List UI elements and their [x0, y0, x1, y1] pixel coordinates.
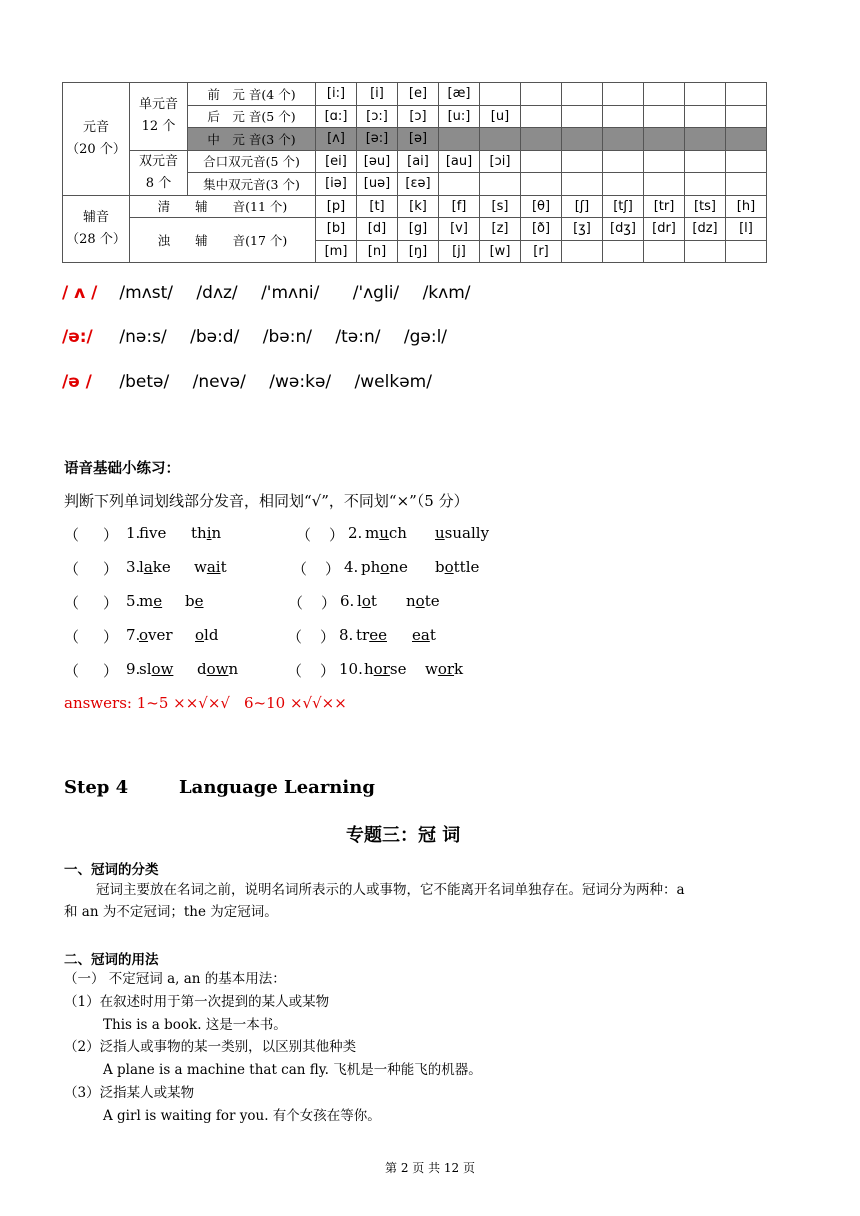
row-label: 前 元 音(4 个)	[188, 83, 316, 106]
phonetic-word: /nə:s/	[119, 327, 167, 347]
symbol-cell: [e]	[398, 83, 439, 106]
question-word: slow	[139, 660, 174, 678]
question-word: usually	[435, 524, 490, 542]
underlined-part: ee	[369, 626, 387, 644]
answer-bracket-close: ）	[329, 526, 345, 544]
symbol-cell: [ei]	[316, 150, 357, 173]
question-word: lake	[139, 558, 171, 576]
phonetic-word: /bə:d/	[190, 327, 240, 347]
underlined-part: or	[373, 660, 390, 678]
symbol-cell: [u:]	[439, 105, 480, 128]
symbol-cell: [tʃ]	[603, 195, 644, 218]
symbol-cell: [i]	[357, 83, 398, 106]
question-word: tree	[356, 626, 387, 644]
symbol-cell: [ts]	[685, 195, 726, 218]
section2-heading: 二、冠词的用法	[64, 952, 159, 968]
question-word: horse	[364, 660, 407, 678]
phonetic-word: /nevə/	[192, 372, 246, 392]
underlined-part: ea	[412, 626, 430, 644]
symbol-cell: [ð]	[521, 218, 562, 241]
symbol-cell: [θ]	[521, 195, 562, 218]
underlined-part: ow	[206, 660, 229, 678]
underlined-part: o	[195, 626, 205, 644]
answer-bracket-open: （	[287, 628, 303, 646]
step-label: Step 4	[64, 777, 129, 798]
answer-bracket-close: ）	[321, 594, 337, 612]
row-label: 集中双元音(3 个)	[188, 173, 316, 196]
answer-bracket-open: （	[64, 628, 80, 646]
symbol-cell: [r]	[521, 240, 562, 263]
usage-example-2: A plane is a machine that can fly. 飞机是一种能飞的机器。	[103, 1062, 482, 1078]
symbol-cell: [i:]	[316, 83, 357, 106]
underlined-part: a	[143, 558, 153, 576]
question-word: bottle	[435, 558, 480, 576]
underlined-part: o	[444, 558, 454, 576]
underlined-part: u	[435, 524, 445, 542]
question-number: 5.	[126, 592, 141, 610]
symbol-cell: [ə]	[398, 128, 439, 151]
symbol-cell: [ŋ]	[398, 240, 439, 263]
answer-bracket-open: （	[296, 526, 312, 544]
answer-bracket-close: ）	[103, 662, 119, 680]
question-number: 10.	[339, 660, 363, 678]
phonetic-word: /'mʌni/	[261, 283, 320, 303]
diphthong-category: 双元音 8 个	[130, 150, 188, 195]
symbol-cell: [au]	[439, 150, 480, 173]
phonics-line-1	[62, 283, 488, 303]
answers-6-10: 6~10 ×√√××	[244, 694, 347, 712]
symbol-cell: [ʌ]	[316, 128, 357, 151]
answer-bracket-open: （	[64, 662, 80, 680]
underlined-part: o	[415, 592, 425, 610]
symbol-cell: [æ]	[439, 83, 480, 106]
section1-paragraph-line2: 和 an 为不定冠词；the 为定冠词。	[64, 904, 278, 920]
question-word: me	[139, 592, 163, 610]
symbol-cell: [dr]	[644, 218, 685, 241]
answer-bracket-open: （	[64, 594, 80, 612]
symbol-cell: [d]	[357, 218, 398, 241]
usage-rule-3: （3）泛指某人或某物	[64, 1085, 195, 1101]
answer-bracket-close: ）	[320, 628, 336, 646]
underlined-part: o	[139, 626, 149, 644]
answer-bracket-close: ）	[103, 526, 119, 544]
phonetic-word: /tə:n/	[335, 327, 381, 347]
symbol-cell: [l]	[726, 218, 767, 241]
symbol-cell: [əu]	[357, 150, 398, 173]
symbol-cell: [w]	[480, 240, 521, 263]
underlined-part: or	[437, 660, 455, 678]
symbol-cell: [m]	[316, 240, 357, 263]
question-word: over	[139, 626, 173, 644]
underlined-part: ai	[206, 558, 221, 576]
underlined-part: ow	[151, 660, 174, 678]
practice-title: 语音基础小练习：	[64, 461, 180, 477]
answer-bracket-open: （	[292, 560, 308, 578]
symbol-cell: [h]	[726, 195, 767, 218]
question-word: wait	[194, 558, 227, 576]
practice-instruction: 判断下列单词划线部分发音，相同划“√”，不同划“×”（5 分）	[64, 492, 469, 510]
question-word: note	[406, 592, 440, 610]
symbol-cell: [ʒ]	[562, 218, 603, 241]
symbol-cell: [εə]	[398, 173, 439, 196]
row-label: 合口双元音(5 个)	[188, 150, 316, 173]
underlined-part: o	[361, 592, 371, 610]
vowel-category: 元音 （20 个）	[63, 83, 130, 196]
page-footer: 第 2 页 共 12 页	[385, 1161, 475, 1175]
phonics-line-2	[62, 327, 465, 347]
underlined-part: e	[153, 592, 163, 610]
section1-heading: 一、冠词的分类	[64, 862, 159, 878]
phoneme-head: /ə /	[62, 372, 92, 392]
question-number: 7.	[126, 626, 141, 644]
phoneme-head: /ə:/	[62, 327, 93, 347]
question-number: 1.	[126, 524, 141, 542]
usage-example-3: A girl is waiting for you. 有个女孩在等你。	[103, 1108, 381, 1124]
symbol-cell: [u]	[480, 105, 521, 128]
row-label: 浊 辅 音(17 个)	[130, 218, 316, 263]
answer-bracket-close: ）	[103, 594, 119, 612]
question-number: 3.	[126, 558, 141, 576]
step-title: Language Learning	[179, 777, 375, 798]
underlined-part: u	[379, 524, 389, 542]
row-label: 后 元 音(5 个)	[188, 105, 316, 128]
symbol-cell: [b]	[316, 218, 357, 241]
symbol-cell: [tr]	[644, 195, 685, 218]
answer-bracket-open: （	[288, 594, 304, 612]
underlined-part: e	[194, 592, 204, 610]
answer-bracket-close: ）	[325, 560, 341, 578]
section2-subheading: （一） 不定冠词 a, an 的基本用法：	[64, 971, 286, 987]
question-number: 4.	[344, 558, 359, 576]
symbol-cell: [p]	[316, 195, 357, 218]
question-word: thin	[191, 524, 222, 542]
monophthong-category: 单元音 12 个	[130, 83, 188, 151]
symbol-cell: [iə]	[316, 173, 357, 196]
symbol-cell: [ɔi]	[480, 150, 521, 173]
symbol-cell: [j]	[439, 240, 480, 263]
phonetic-word: /betə/	[119, 372, 170, 392]
symbol-cell: [z]	[480, 218, 521, 241]
phonics-line-3	[62, 372, 450, 392]
question-word: phone	[361, 558, 408, 576]
symbol-cell: [t]	[357, 195, 398, 218]
question-word: be	[185, 592, 204, 610]
underlined-part: o	[380, 558, 390, 576]
phonetic-word: /gə:l/	[403, 327, 448, 347]
symbol-cell: [ə:]	[357, 128, 398, 151]
phonetic-word: /'ʌgli/	[352, 283, 400, 303]
usage-rule-1: （1）在叙述时用于第一次提到的某人或某物	[64, 994, 330, 1010]
answer-bracket-close: ）	[103, 560, 119, 578]
symbol-cell: [n]	[357, 240, 398, 263]
phonetic-word: /wə:kə/	[269, 372, 332, 392]
consonant-category: 辅音 （28 个）	[63, 195, 130, 263]
question-word: much	[365, 524, 407, 542]
question-word: lot	[357, 592, 377, 610]
symbol-cell: [s]	[480, 195, 521, 218]
row-label: 中 元 音(3 个)	[188, 128, 316, 151]
answer-bracket-open: （	[287, 662, 303, 680]
question-word: fve	[139, 524, 167, 542]
symbol-cell: [ɔ:]	[357, 105, 398, 128]
phonetic-word: /bə:n/	[262, 327, 312, 347]
topic-title: 专题三：冠 词	[346, 825, 461, 846]
answer-bracket-open: （	[64, 560, 80, 578]
symbol-cell: [ɑ:]	[316, 105, 357, 128]
answer-bracket-close: ）	[320, 662, 336, 680]
symbol-cell: [f]	[439, 195, 480, 218]
underlined-part: i	[206, 524, 212, 542]
answer-bracket-open: （	[64, 526, 80, 544]
phonetic-word: /dʌz/	[196, 283, 238, 303]
symbol-cell: [v]	[439, 218, 480, 241]
question-word: work	[425, 660, 464, 678]
question-word: eat	[412, 626, 436, 644]
phonetic-word: /mʌst/	[119, 283, 174, 303]
section1-paragraph-line1: 冠词主要放在名词之前，说明名词所表示的人或事物，它不能离开名词单独存在。冠词分为两种：a	[96, 882, 685, 898]
question-number: 8.	[339, 626, 354, 644]
answer-bracket-close: ）	[103, 628, 119, 646]
phonetic-symbol-table	[62, 82, 767, 263]
question-word: old	[195, 626, 219, 644]
question-word: down	[197, 660, 239, 678]
phonetic-word: /kʌm/	[422, 283, 471, 303]
question-number: 2.	[348, 524, 363, 542]
usage-example-1: This is a book. 这是一本书。	[103, 1017, 287, 1033]
symbol-cell: [ai]	[398, 150, 439, 173]
usage-rule-2: （2）泛指人或事物的某一类别，以区别其他种类	[64, 1039, 357, 1055]
question-number: 9.	[126, 660, 141, 678]
symbol-cell: [dʒ]	[603, 218, 644, 241]
symbol-cell: [k]	[398, 195, 439, 218]
answers-1-5: answers: 1~5 ××√×√	[64, 694, 230, 712]
symbol-cell: [ʃ]	[562, 195, 603, 218]
symbol-cell: [ɔ]	[398, 105, 439, 128]
phonetic-word: /welkəm/	[354, 372, 432, 392]
symbol-cell: [g]	[398, 218, 439, 241]
question-number: 6.	[340, 592, 355, 610]
symbol-cell: [uə]	[357, 173, 398, 196]
symbol-cell: [dz]	[685, 218, 726, 241]
phoneme-head: / ʌ /	[62, 283, 98, 303]
row-label: 清 辅 音(11 个)	[130, 195, 316, 218]
